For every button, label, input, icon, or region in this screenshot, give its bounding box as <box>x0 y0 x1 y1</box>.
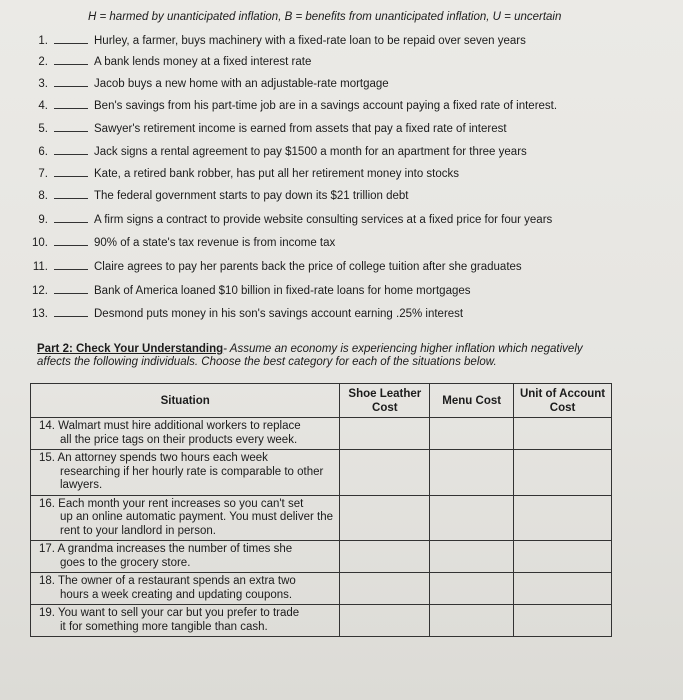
situation-cell <box>31 495 340 541</box>
situation-cell <box>31 541 340 573</box>
answer-cell-unit-of-account[interactable] <box>514 605 612 637</box>
list-item <box>22 212 552 226</box>
header-shoe-leather-cost: Shoe Leather Cost <box>340 384 430 418</box>
table-row <box>31 418 612 450</box>
answer-cell-unit-of-account[interactable] <box>514 450 612 496</box>
item-number: 7. <box>38 168 48 180</box>
item-text: Jack signs a rental agreement to pay $1500 a month for an apartment for three years <box>94 146 527 158</box>
item-text: Jacob buys a new home with an adjustable-rate mortgage <box>94 78 389 90</box>
list-item <box>22 33 526 47</box>
answer-cell-unit-of-account[interactable] <box>514 418 612 450</box>
table-row <box>31 573 612 605</box>
answer-blank[interactable] <box>54 76 88 87</box>
answer-blank[interactable] <box>54 212 88 223</box>
situation-cell <box>31 418 340 450</box>
answer-cell-unit-of-account[interactable] <box>514 495 612 541</box>
answer-blank[interactable] <box>54 98 88 109</box>
item-text: Hurley, a farmer, buys machinery with a fixed-rate loan to be repaid over seven years <box>94 35 526 47</box>
answer-cell-shoe-leather[interactable] <box>340 541 430 573</box>
answer-cell-shoe-leather[interactable] <box>340 605 430 637</box>
answer-blank[interactable] <box>54 306 88 317</box>
answer-cell-unit-of-account[interactable] <box>514 573 612 605</box>
answer-cell-menu[interactable] <box>430 573 514 605</box>
item-text: Ben's savings from his part-time job are in a savings account paying a fixed rate of interest. <box>94 100 558 112</box>
list-item <box>22 76 389 90</box>
table-header-row <box>31 384 612 418</box>
list-item <box>22 259 522 273</box>
list-item <box>22 235 335 249</box>
table-row <box>31 541 612 573</box>
part2-title: Part 2: Check Your Understanding <box>37 343 224 355</box>
item-text: Claire agrees to pay her parents back the price of college tuition after she graduates <box>94 261 522 273</box>
answer-blank[interactable] <box>54 166 88 177</box>
part2-instructions <box>37 343 617 369</box>
item-text: Sawyer's retirement income is earned from assets that pay a fixed rate of interest <box>94 123 507 135</box>
item-number: 2. <box>38 56 48 68</box>
answer-cell-menu[interactable] <box>430 450 514 496</box>
situation-continuation: hours a week creating and updating coupons. <box>60 588 293 601</box>
answer-cell-shoe-leather[interactable] <box>340 418 430 450</box>
answer-cell-unit-of-account[interactable] <box>514 541 612 573</box>
header-situation: Situation <box>31 384 340 418</box>
list-item <box>22 54 311 68</box>
list-item <box>22 144 527 158</box>
item-number: 9. <box>38 214 48 226</box>
answer-key-legend: H = harmed by unanticipated inflation, B = benefits from unanticipated inflation, U = uncertain <box>88 11 562 23</box>
situation-lead: 17. A grandma increases the number of times she <box>39 543 293 555</box>
answer-blank[interactable] <box>54 259 88 270</box>
situation-cell <box>31 450 340 496</box>
item-text: Desmond puts money in his son's savings account earning .25% interest <box>94 308 464 320</box>
situation-lead: 19. You want to sell your car but you prefer to trade <box>39 607 300 619</box>
item-number: 1. <box>38 35 48 47</box>
answer-blank[interactable] <box>54 283 88 294</box>
item-number: 12. <box>32 285 48 297</box>
answer-blank[interactable] <box>54 235 88 246</box>
list-item <box>22 306 463 320</box>
situation-lead: 15. An attorney spends two hours each week <box>39 452 268 464</box>
situation-continuation: all the price tags on their products every week. <box>60 433 298 446</box>
answer-cell-menu[interactable] <box>430 495 514 541</box>
table-row <box>31 450 612 496</box>
situation-cell <box>31 605 340 637</box>
item-number: 10. <box>32 237 48 249</box>
answer-cell-menu[interactable] <box>430 418 514 450</box>
answer-cell-shoe-leather[interactable] <box>340 573 430 605</box>
item-number: 8. <box>38 190 48 202</box>
answer-cell-menu[interactable] <box>430 541 514 573</box>
situation-cell <box>31 573 340 605</box>
table-row <box>31 495 612 541</box>
item-text: Kate, a retired bank robber, has put all her retirement money into stocks <box>94 168 459 180</box>
answer-cell-shoe-leather[interactable] <box>340 450 430 496</box>
item-text: Bank of America loaned $10 billion in fixed-rate loans for home mortgages <box>94 285 471 297</box>
answer-blank[interactable] <box>54 144 88 155</box>
item-text: A bank lends money at a fixed interest rate <box>94 56 312 68</box>
header-menu-cost: Menu Cost <box>430 384 514 418</box>
classification-table <box>30 383 612 637</box>
item-number: 4. <box>38 100 48 112</box>
item-number: 5. <box>38 123 48 135</box>
header-unit-of-account-cost: Unit of Account Cost <box>514 384 612 418</box>
situation-continuation: goes to the grocery store. <box>60 556 191 569</box>
list-item <box>22 283 471 297</box>
situation-lead: 18. The owner of a restaurant spends an extra two <box>39 575 296 587</box>
answer-blank[interactable] <box>54 121 88 132</box>
answer-blank[interactable] <box>54 33 88 44</box>
item-number: 13. <box>32 308 48 320</box>
situation-continuation: it for something more tangible than cash. <box>60 620 268 633</box>
list-item <box>22 188 409 202</box>
item-text: The federal government starts to pay down its $21 trillion debt <box>94 190 409 202</box>
list-item <box>22 166 459 180</box>
situation-continuation: researching if her hourly rate is comparable to other lawyers. <box>60 465 324 491</box>
item-text: 90% of a state's tax revenue is from income tax <box>94 237 336 249</box>
item-number: 11. <box>32 261 48 273</box>
situation-lead: 16. Each month your rent increases so you can't set <box>39 497 304 510</box>
item-number: 3. <box>38 78 48 90</box>
list-item <box>22 98 557 112</box>
answer-cell-menu[interactable] <box>430 605 514 637</box>
list-item <box>22 121 507 135</box>
situation-lead: 14. Walmart must hire additional workers to replace <box>39 420 301 432</box>
situation-continuation: up an online automatic payment. You must deliver the rent to your landlord in person. <box>60 511 333 537</box>
item-number: 6. <box>38 146 48 158</box>
answer-blank[interactable] <box>54 188 88 199</box>
answer-blank[interactable] <box>54 54 88 65</box>
item-text: A firm signs a contract to provide website consulting services at a fixed price for four years <box>94 214 553 226</box>
part2-body: - Assume an economy is experiencing higher inflation which negatively affects the following individuals. Choose the best category for each of the situations below. <box>37 343 583 368</box>
answer-cell-shoe-leather[interactable] <box>340 495 430 541</box>
table-row <box>31 605 612 637</box>
